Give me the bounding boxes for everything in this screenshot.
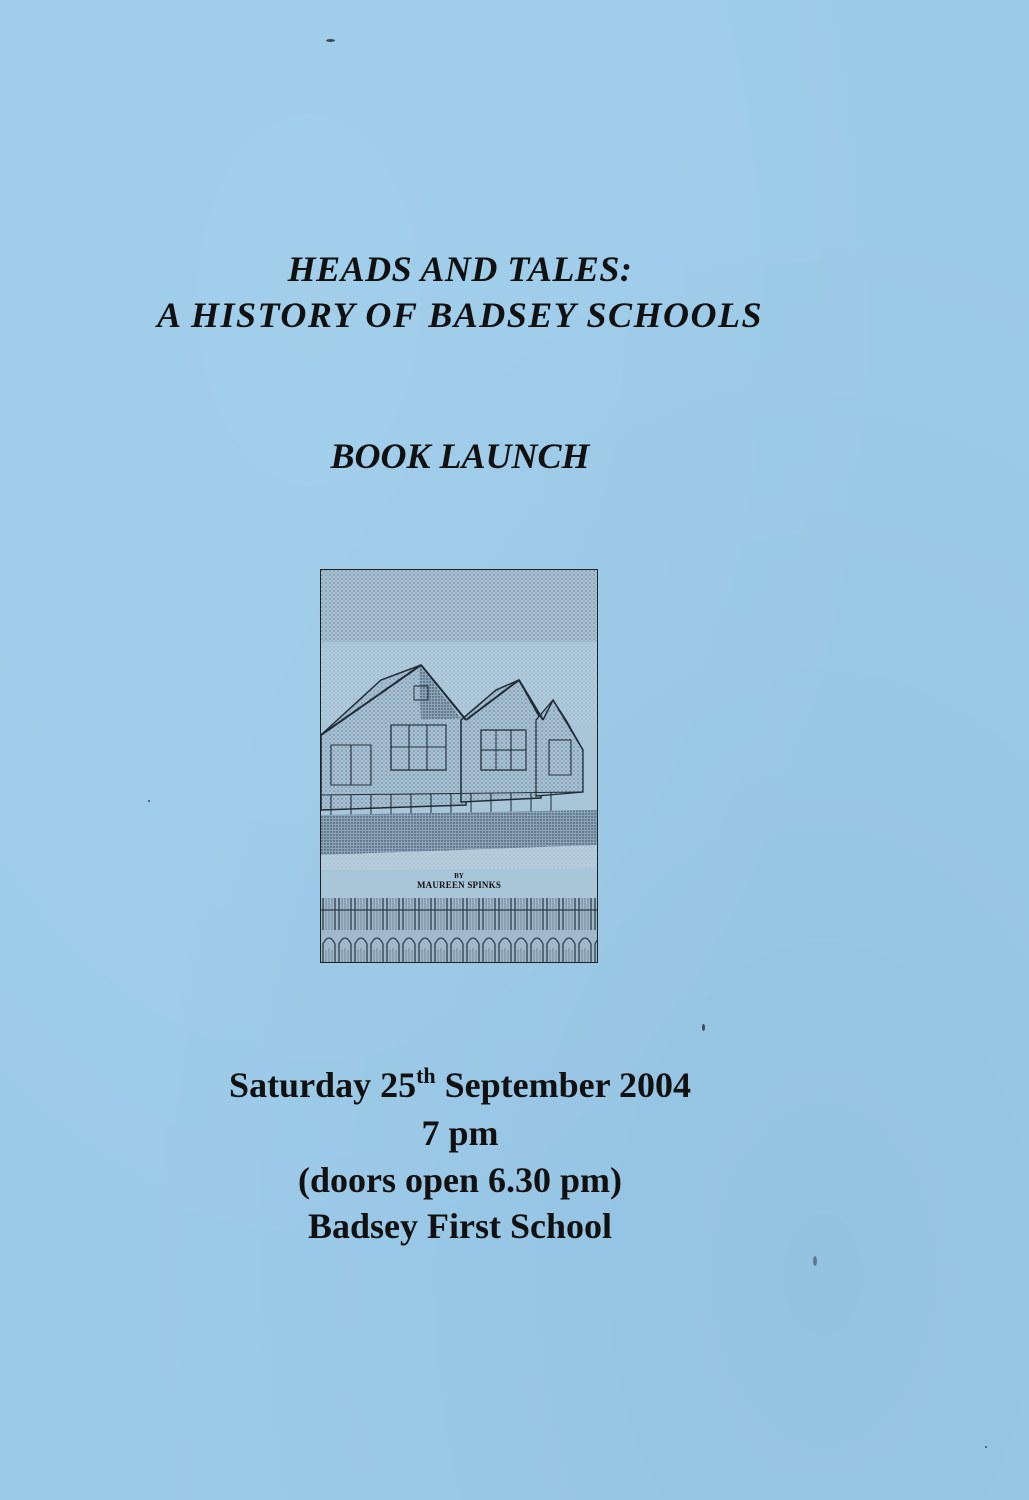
speck-mark bbox=[985, 1446, 987, 1448]
speck-mark bbox=[813, 1256, 817, 1266]
book-title-line-2: A HISTORY OF BADSEY SCHOOLS bbox=[156, 295, 764, 335]
speck-mark bbox=[326, 39, 335, 42]
event-date-ordinal: th bbox=[416, 1063, 436, 1088]
event-date-rest: September 2004 bbox=[435, 1065, 691, 1105]
book-title-line-1: HEADS AND TALES: bbox=[287, 249, 633, 289]
cover-author-name: MAUREEN SPINKS bbox=[416, 880, 502, 890]
event-date bbox=[0, 1062, 920, 1108]
speck-mark bbox=[148, 800, 150, 802]
cover-by-label: BY bbox=[454, 872, 464, 880]
book-cover-image bbox=[320, 569, 598, 963]
book-launch-heading: BOOK LAUNCH bbox=[330, 436, 590, 476]
event-date-day: Saturday 25 bbox=[229, 1065, 417, 1105]
school-building-illustration bbox=[321, 570, 598, 963]
event-venue: Badsey First School bbox=[307, 1206, 612, 1246]
event-time: 7 pm bbox=[421, 1113, 499, 1153]
event-doors-open: (doors open 6.30 pm) bbox=[297, 1160, 623, 1200]
speck-mark bbox=[702, 1024, 705, 1031]
